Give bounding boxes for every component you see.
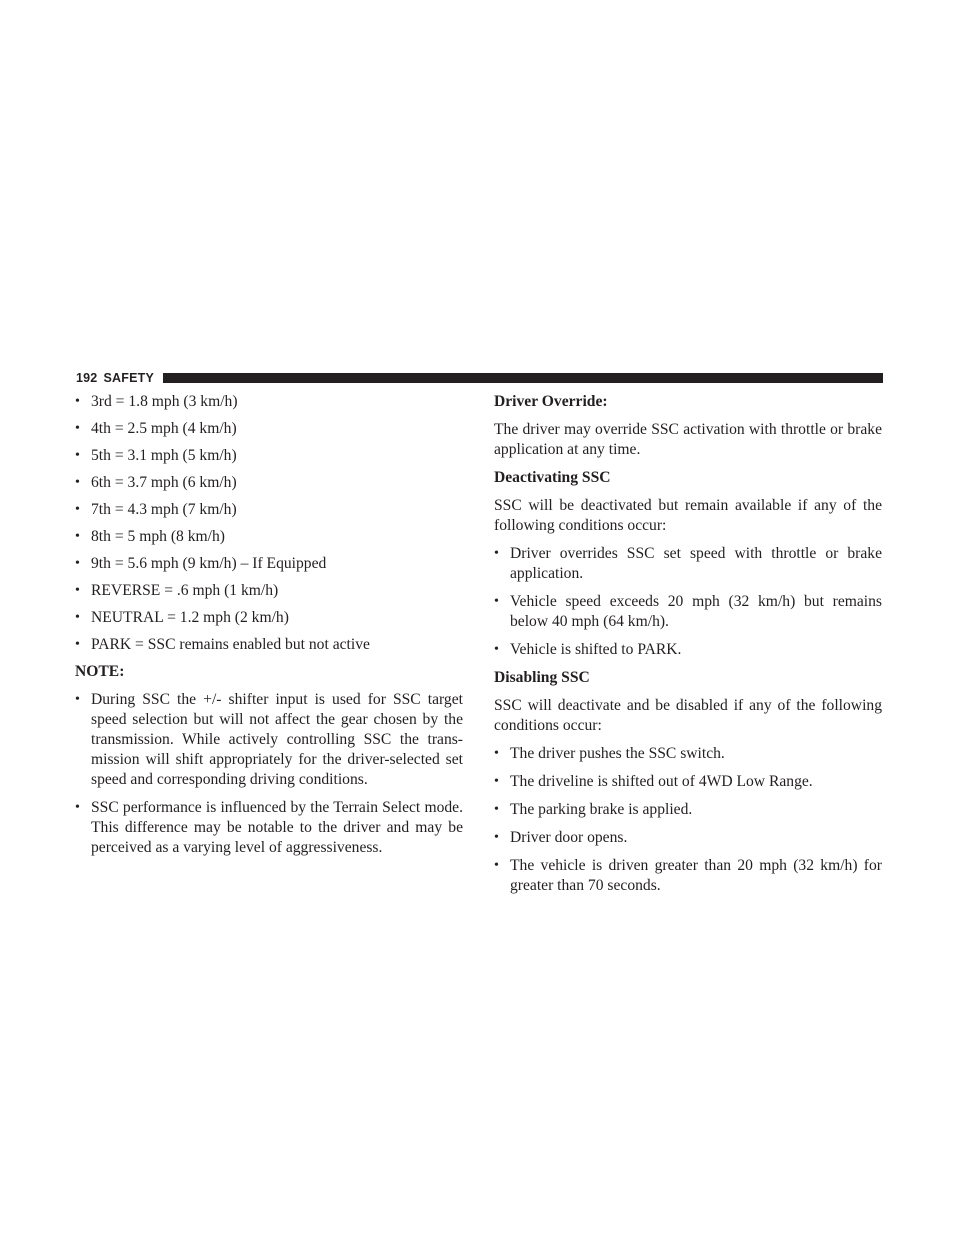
deactivating-heading: Deactivating SSC [494,469,611,486]
bullet-icon: • [75,502,80,517]
note-item: • During SSC the +/- shifter input is used for SSC target speed selection but will not affect the gear chosen by the transmission. While actively controlling SSC the trans- mission will shift appropriately for the driver-selected set speed and corresponding driving conditions. [75,691,463,788]
bullet-icon: • [75,637,80,652]
bullet-icon: • [494,802,499,817]
bullet-icon: • [494,830,499,845]
gear-list-item: • 9th = 5.6 mph (9 km/h) – If Equipped [75,555,327,572]
gear-list-item: • 6th = 3.7 mph (6 km/h) [75,474,237,491]
bullet-icon: • [75,448,80,463]
bullet-icon: • [75,692,80,707]
deactivating-text: SSC will be deactivated but remain available if any of the following conditions occur: [494,497,882,534]
deactivating-item: • Vehicle is shifted to PARK. [494,641,682,658]
gear-list-item: • NEUTRAL = 1.2 mph (2 km/h) [75,609,289,626]
bullet-icon: • [75,421,80,436]
gear-list-item: • 5th = 3.1 mph (5 km/h) [75,447,237,464]
disabling-item: • Driver door opens. [494,829,628,846]
disabling-item: • The parking brake is applied. [494,801,693,818]
gear-list-item: • REVERSE = .6 mph (1 km/h) [75,582,279,599]
gear-list-item: • 3rd = 1.8 mph (3 km/h) [75,393,238,410]
disabling-heading: Disabling SSC [494,669,590,686]
disabling-item: • The driver pushes the SSC switch. [494,745,725,762]
bullet-icon: • [75,394,80,409]
note-heading: NOTE: [75,663,125,680]
bullet-icon: • [75,529,80,544]
right-column [494,392,882,904]
page-number: 192 [76,371,98,385]
bullet-icon: • [75,800,80,815]
note-item: • SSC performance is influenced by the Terrain Select mode. This difference may be notable to the driver and may be perceived as a varying level of aggressiveness. [75,799,463,856]
deactivating-item: • Vehicle speed exceeds 20 mph (32 km/h) but remains below 40 mph (64 km/h). [494,593,882,630]
disabling-item: • The vehicle is driven greater than 20 mph (32 km/h) for greater than 70 seconds. [494,857,882,894]
header-rule [163,373,883,383]
driver-override-heading: Driver Override: [494,393,608,410]
bullet-icon: • [75,556,80,571]
bullet-icon: • [75,475,80,490]
bullet-icon: • [75,610,80,625]
bullet-icon: • [75,583,80,598]
bullet-icon: • [494,594,499,609]
bullet-icon: • [494,546,499,561]
left-column [75,392,463,866]
gear-list-item: • 7th = 4.3 mph (7 km/h) [75,501,237,518]
bullet-icon: • [494,642,499,657]
disabling-text: SSC will deactivate and be disabled if any of the following conditions occur: [494,697,882,734]
gear-list-item: • 8th = 5 mph (8 km/h) [75,528,225,545]
page-header [76,371,883,385]
deactivating-item: • Driver overrides SSC set speed with throttle or brake application. [494,545,882,582]
bullet-icon: • [494,858,499,873]
bullet-icon: • [494,746,499,761]
section-title: SAFETY [103,371,154,385]
bullet-icon: • [494,774,499,789]
gear-list-item: • PARK = SSC remains enabled but not active [75,636,370,653]
driver-override-text: The driver may override SSC activation with throttle or brake application at any time. [494,421,882,458]
gear-list-item: • 4th = 2.5 mph (4 km/h) [75,420,237,437]
disabling-item: • The driveline is shifted out of 4WD Low Range. [494,773,813,790]
